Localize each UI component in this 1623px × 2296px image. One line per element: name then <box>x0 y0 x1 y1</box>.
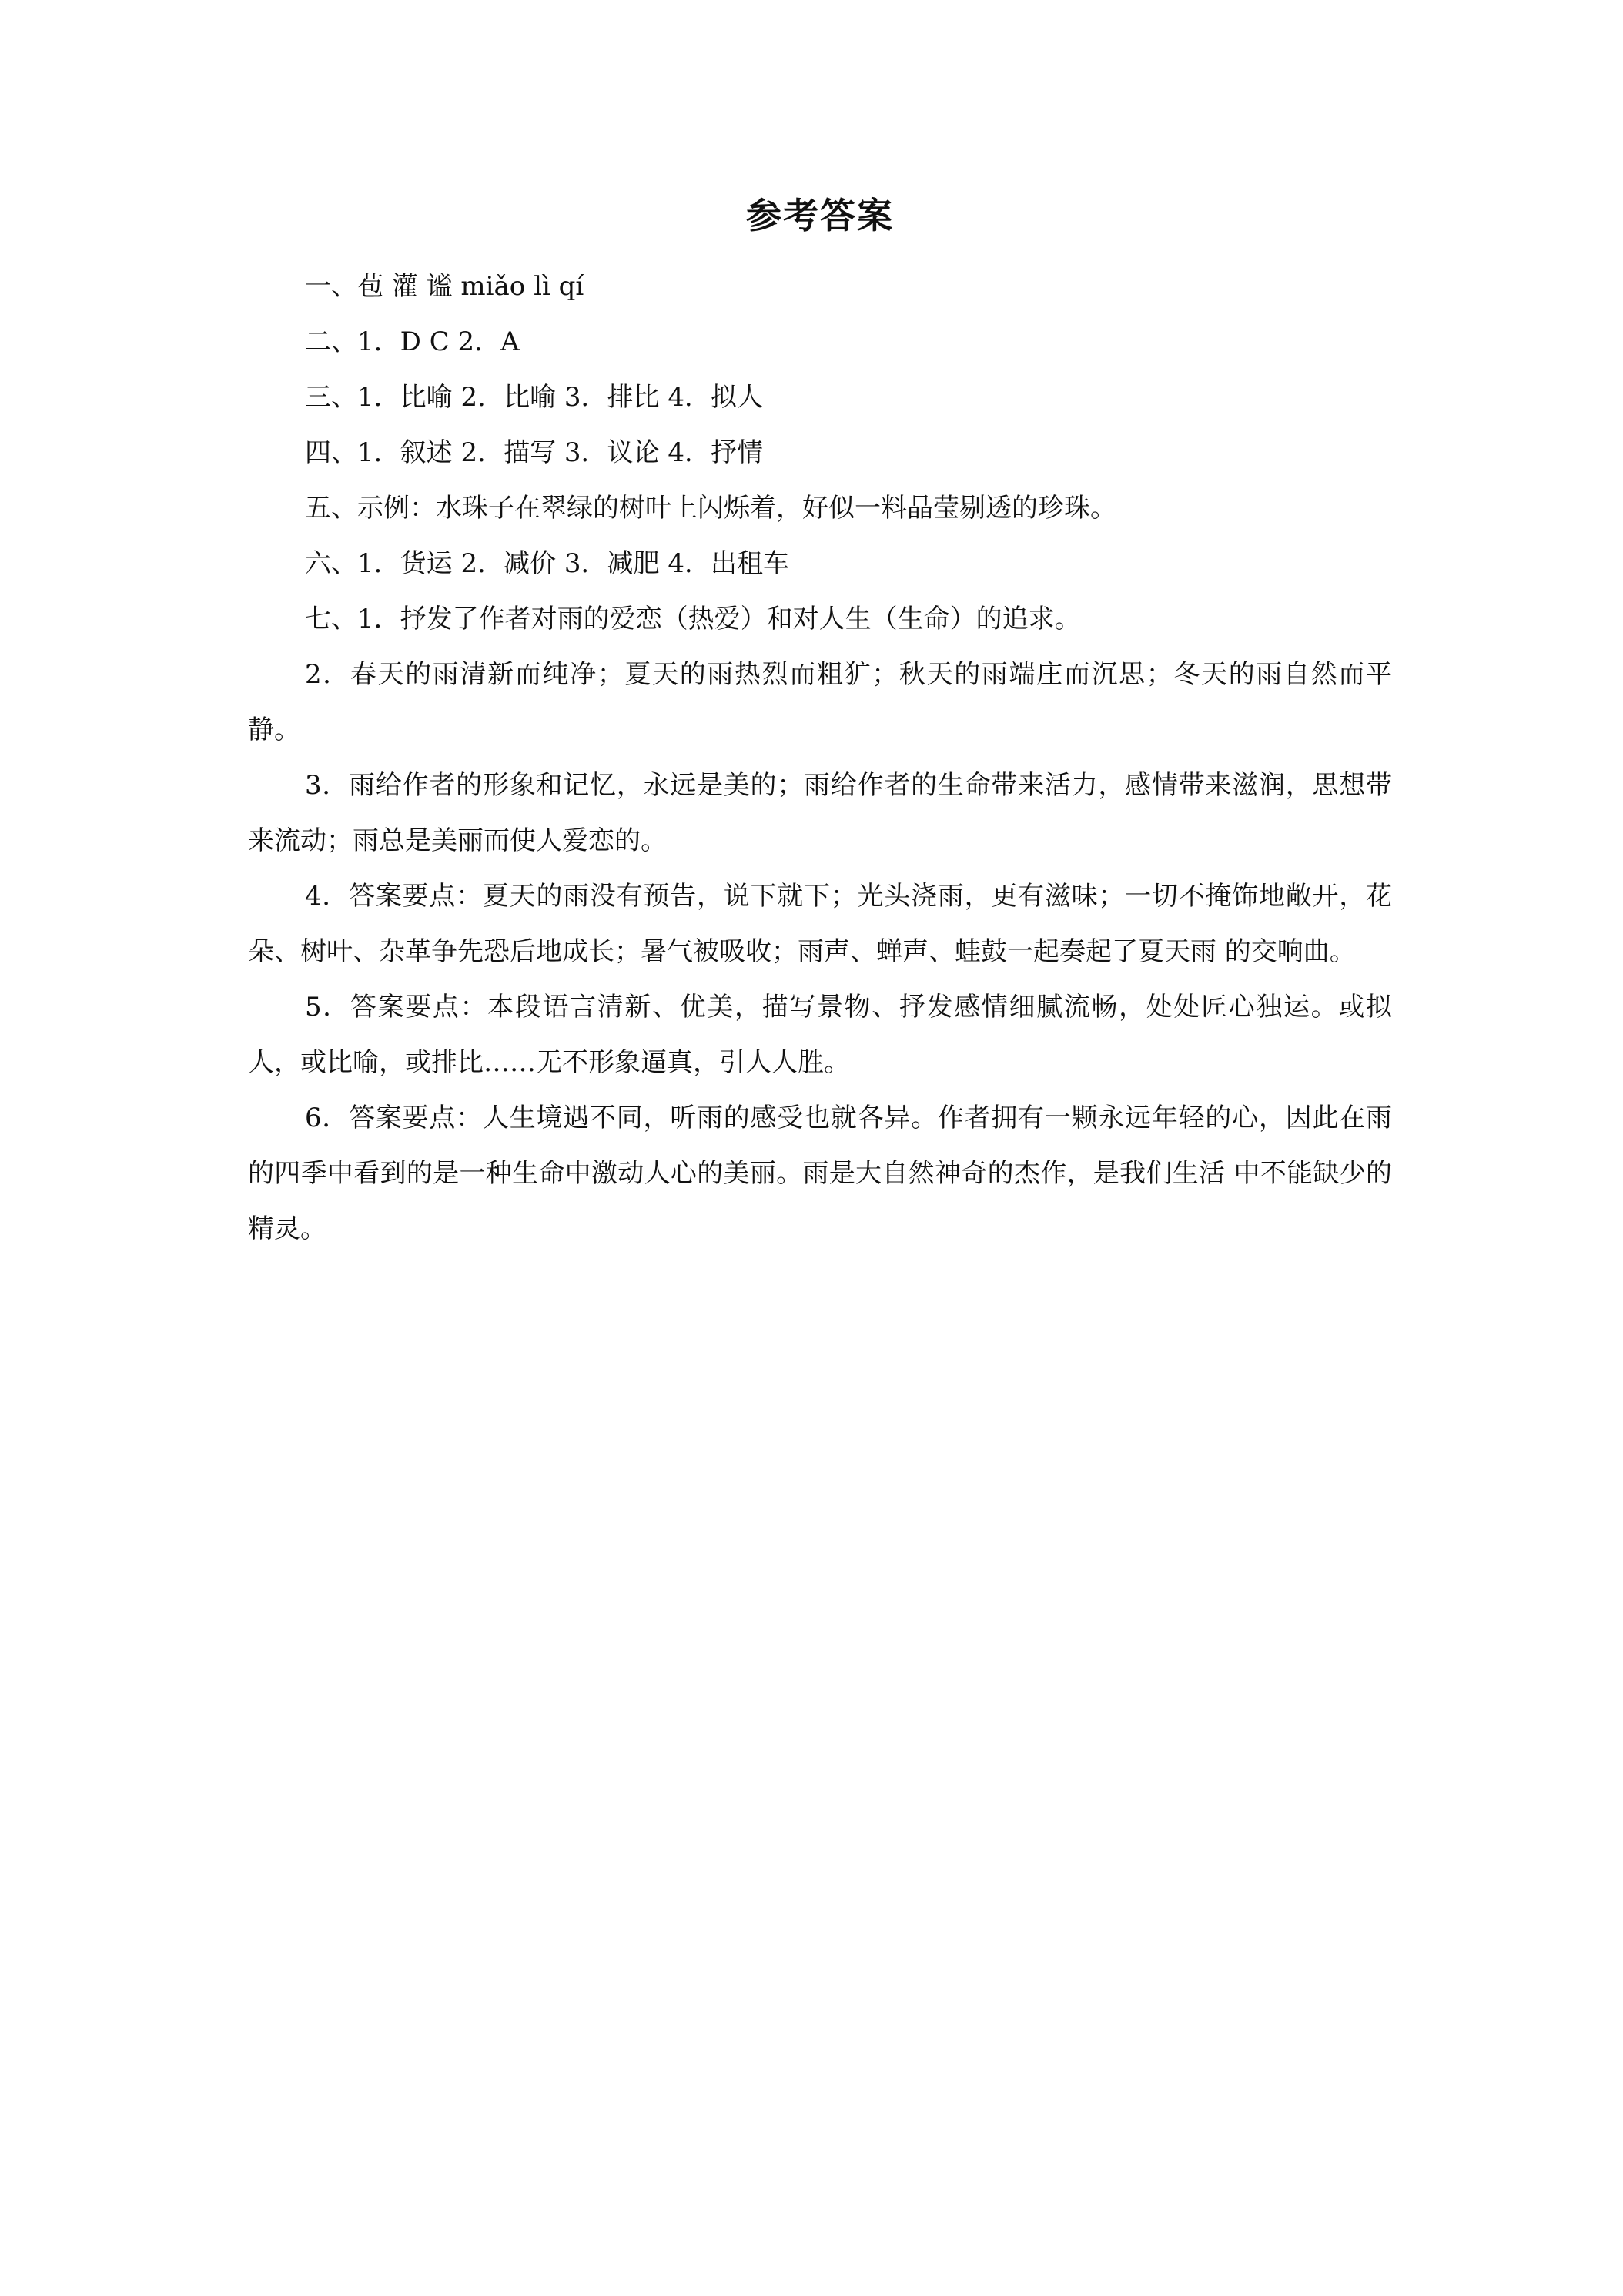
page-title: 参考答案 <box>746 195 894 236</box>
answer-section-1: 一、苞 灌 谧 miǎo lì qí <box>305 271 584 302</box>
answer-section-7-q4: 4．答案要点：夏天的雨没有预告，说下就下；光头浇雨，更有滋味；一切不掩饰地敞开，花朵、树叶、杂革争先恐后地成长；暑气被吸收；雨声、蝉声、蛙鼓一起奏起了夏天雨 的交响曲。 <box>248 881 1392 967</box>
answer-section-7-q3: 3．雨给作者的形象和记忆，永远是美的；雨给作者的生命带来活力，感情带来滋润，思想带来流动；雨总是美丽而使人爱恋的。 <box>248 770 1392 856</box>
answer-section-7-q2: 2．春天的雨清新而纯净；夏天的雨热烈而粗犷；秋天的雨端庄而沉思；冬天的雨自然而平静。 <box>248 659 1392 745</box>
answer-section-5: 五、示例：水珠子在翠绿的树叶上闪烁着，好似一料晶莹剔透的珍珠。 <box>305 493 1116 524</box>
answer-document <box>248 192 1392 1257</box>
answer-section-6: 六、1．货运 2．减价 3．减肥 4．出租车 <box>305 548 789 579</box>
answer-section-7-q6: 6．答案要点：人生境遇不同，听雨的感受也就各异。作者拥有一颗永远年轻的心，因此在雨的四季中看到的是一种生命中激动人心的美丽。雨是大自然神奇的杰作，是我们生活 中不能缺少的精灵。 <box>248 1103 1392 1244</box>
answer-section-7-q1: 七、1．抒发了作者对雨的爱恋（热爱）和对人生（生命）的追求。 <box>305 604 1081 634</box>
answer-section-3: 三、1．比喻 2．比喻 3．排比 4．拟人 <box>305 382 763 413</box>
answer-section-4: 四、1．叙述 2．描写 3．议论 4．抒情 <box>305 437 763 468</box>
answer-section-2: 二、1．D C 2．A <box>305 326 520 357</box>
answer-section-7-q5: 5．答案要点：本段语言清新、优美，描写景物、抒发感情细腻流畅，处处匠心独运。或拟人，或比喻，或排比……无不形象逼真，引人人胜。 <box>248 992 1392 1078</box>
